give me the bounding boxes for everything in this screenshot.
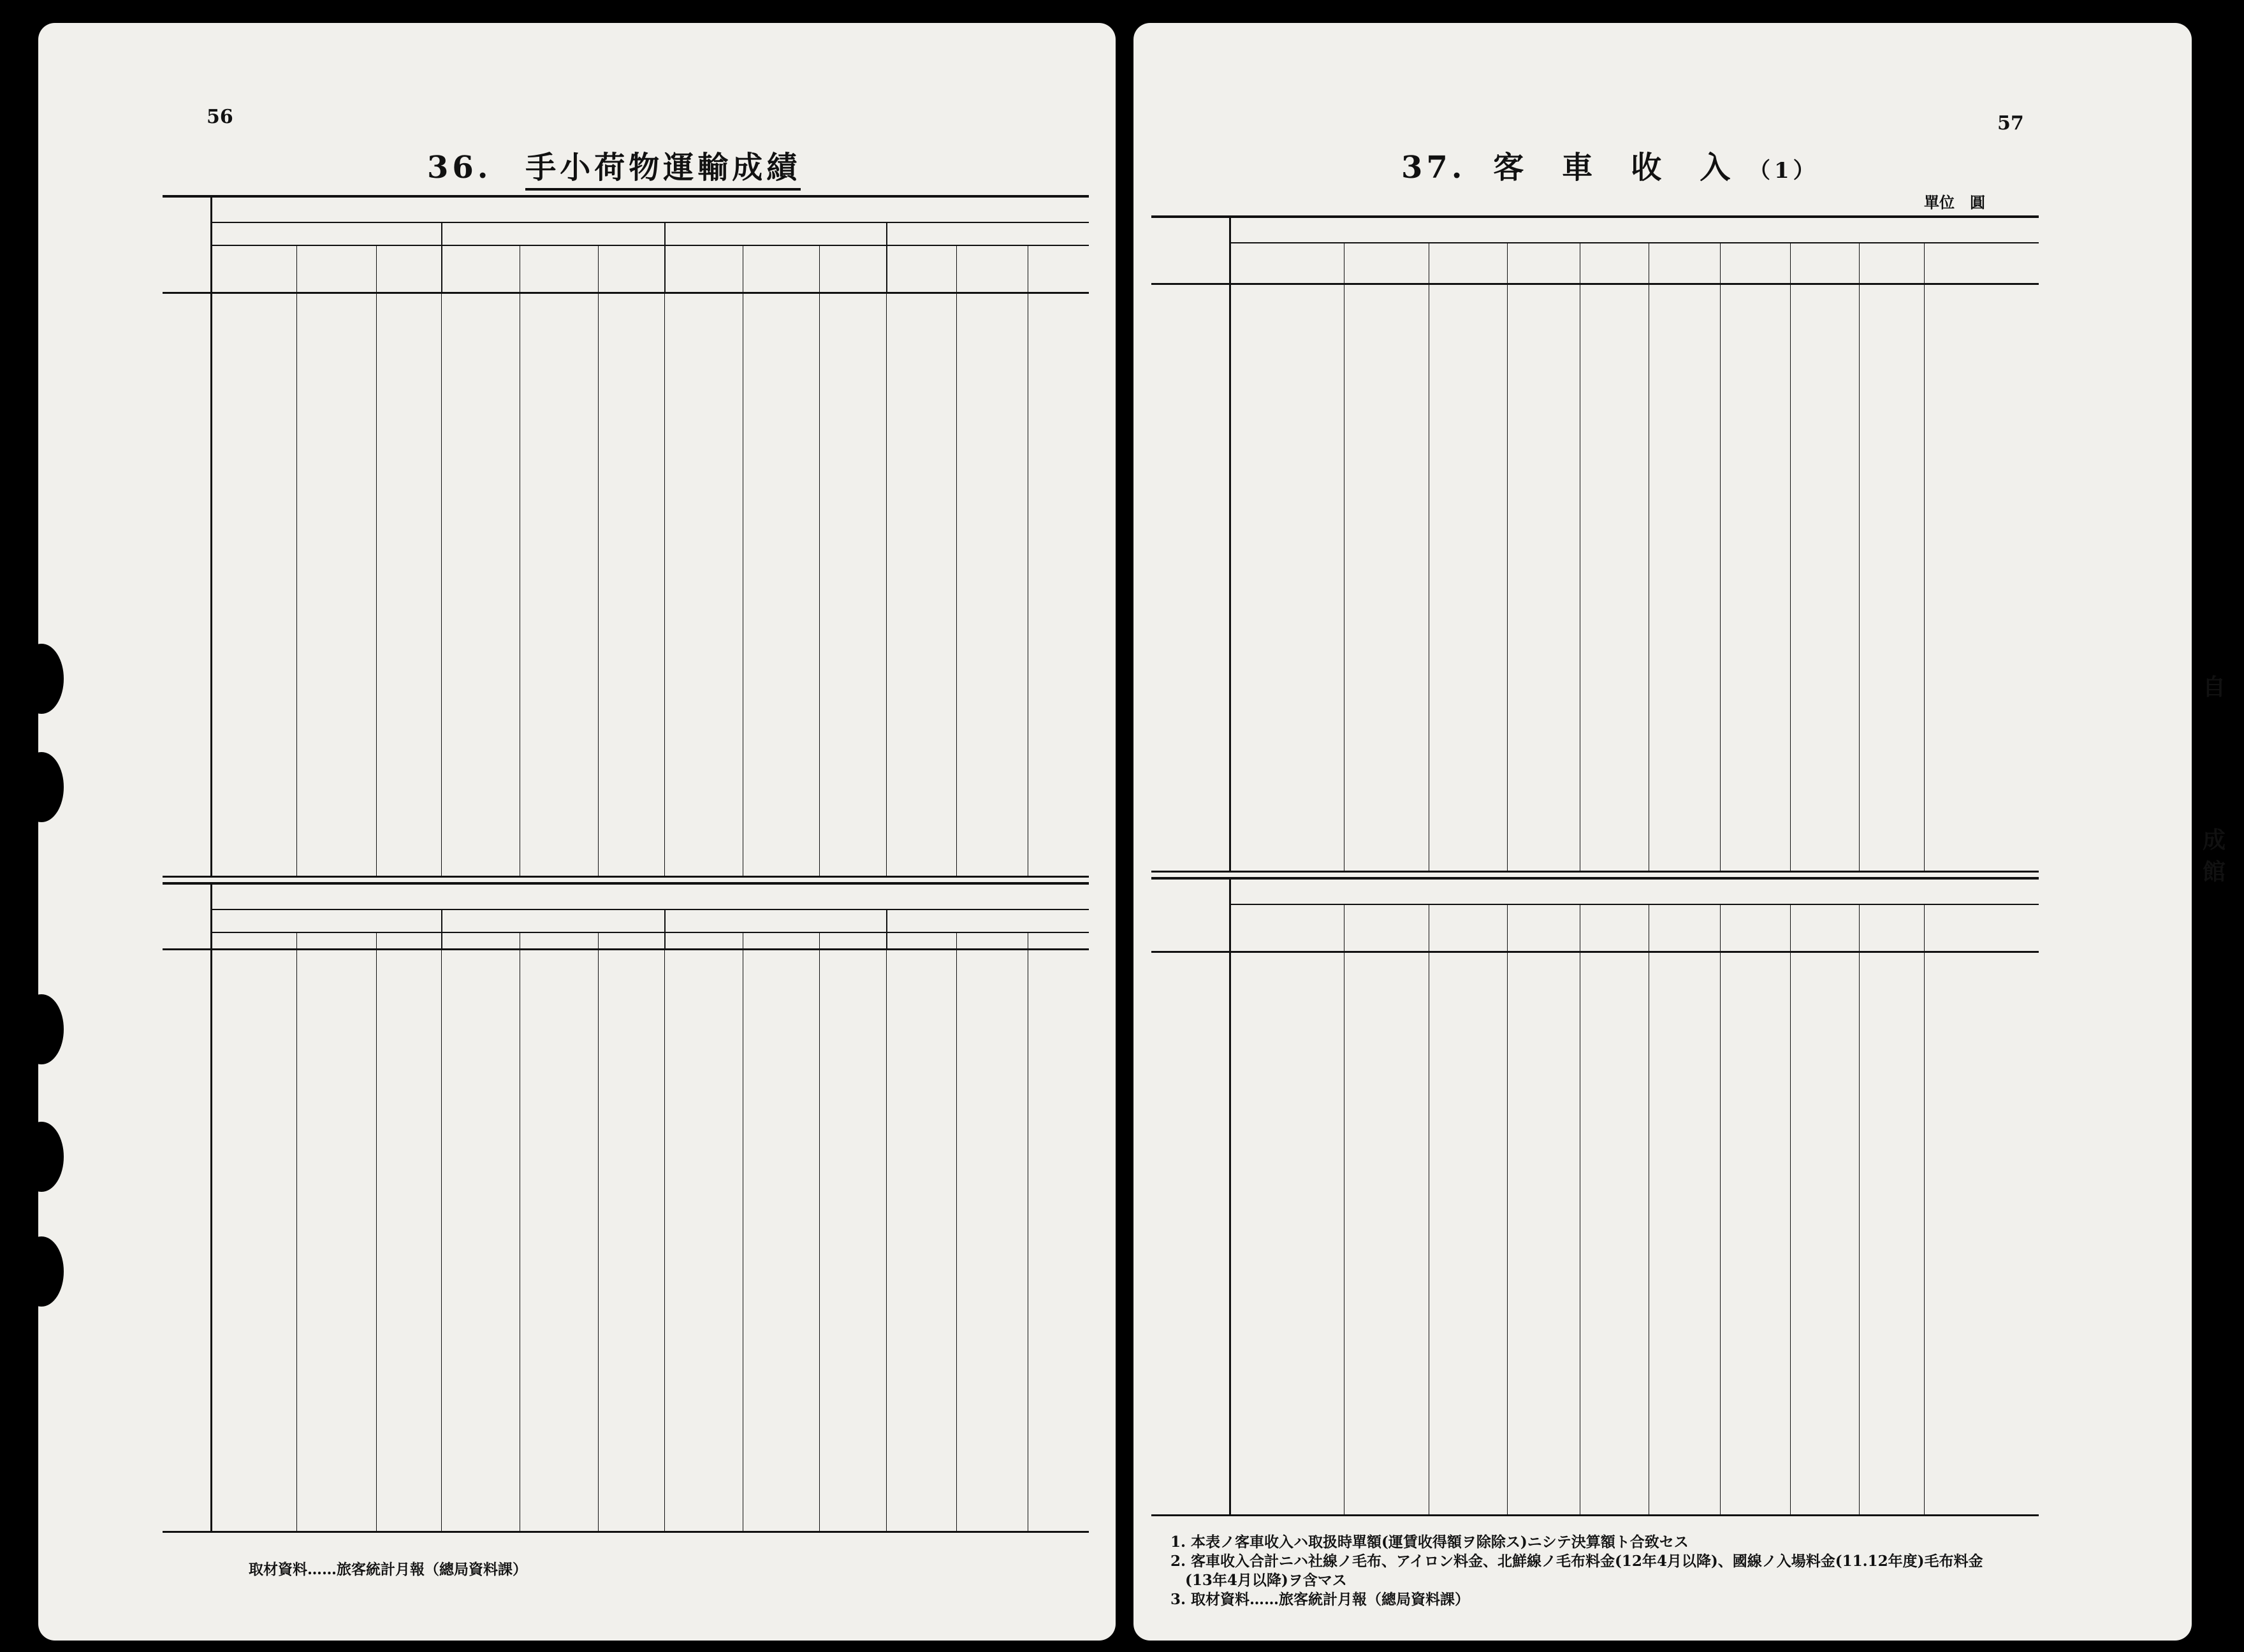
table-rule — [1151, 951, 2039, 953]
table-rule — [956, 933, 957, 1531]
table-rule — [163, 1531, 1089, 1533]
table-rule — [163, 948, 1089, 950]
title-number: 37. — [1401, 150, 1466, 185]
table-rule — [886, 933, 887, 1531]
table-rule — [296, 246, 297, 876]
table-rule — [210, 222, 1089, 223]
title-text: 手小荷物運輸成績 — [525, 150, 801, 191]
table-rule — [1229, 215, 1231, 871]
table-rule — [1859, 243, 1860, 871]
table-rule — [1720, 243, 1721, 871]
footnote-1: 1. 本表ノ客車收入ハ取扱時單額(運賃收得額ヲ除除ス)ニシテ決算額ト合致セス — [1170, 1533, 1689, 1551]
table-rule — [210, 195, 212, 876]
table-rule — [441, 246, 442, 876]
footnote-2: 2. 客車收入合計ニハ社線ノ毛布、アイロン料金、北鮮線ノ毛布料金(12年4月以降)、國線ノ入場料金(11.12年度)毛布料金 — [1170, 1553, 1983, 1570]
left-page — [38, 23, 1116, 1641]
table-rule — [956, 246, 957, 876]
page-number: 56 — [207, 106, 233, 128]
table-title — [427, 143, 801, 187]
table-title — [1401, 143, 1819, 187]
table-rule — [210, 882, 212, 1531]
table-rule — [1507, 243, 1508, 871]
table-rule — [1859, 905, 1860, 1514]
table-rule — [664, 246, 665, 876]
table-rule — [886, 246, 887, 876]
table-rule — [210, 909, 1089, 910]
table-rule — [1151, 871, 2039, 873]
source-note: 取材資料……旅客統計月報（總局資料課） — [249, 1561, 527, 1578]
binding-hole — [19, 994, 64, 1064]
table-rule — [376, 933, 377, 1531]
table-rule — [819, 933, 820, 1531]
binding-hole — [19, 752, 64, 822]
table-rule — [163, 195, 1089, 198]
binding-hole — [19, 1236, 64, 1307]
side-stamp-char: 自 — [2203, 674, 2226, 700]
side-stamp-char: 館 — [2203, 859, 2226, 885]
binding-hole — [19, 1122, 64, 1192]
table-rule — [296, 933, 297, 1531]
table-rule — [1924, 243, 1925, 871]
table-rule — [1151, 877, 2039, 880]
unit-label: 單位 圓 — [1924, 193, 1985, 212]
table-rule — [664, 933, 665, 1531]
title-number: 36. — [427, 150, 492, 185]
table-rule — [819, 246, 820, 876]
table-rule — [1790, 243, 1791, 871]
table-rule — [163, 292, 1089, 294]
right-page — [1133, 23, 2192, 1641]
table-rule — [1229, 877, 1231, 1514]
table-rule — [598, 246, 599, 876]
table-rule — [376, 246, 377, 876]
table-rule — [1720, 905, 1721, 1514]
table-rule — [163, 882, 1089, 885]
table-rule — [1229, 242, 2039, 243]
table-rule — [441, 933, 442, 1531]
table-rule — [163, 876, 1089, 878]
table-rule — [1924, 905, 1925, 1514]
footnote-2-cont: (13年4月以降)ヲ含マス — [1170, 1572, 1347, 1589]
table-rule — [1151, 283, 2039, 285]
table-rule — [1790, 905, 1791, 1514]
footnote-3: 3. 取材資料……旅客統計月報（總局資料課） — [1170, 1591, 1470, 1608]
table-rule — [1151, 215, 2039, 218]
title-text: 客 車 收 入 — [1493, 150, 1735, 185]
table-rule — [598, 933, 599, 1531]
table-rule — [210, 245, 1089, 246]
table-rule — [210, 932, 1089, 933]
title-subnumber: （1） — [1748, 158, 1819, 184]
table-rule — [1507, 905, 1508, 1514]
table-rule — [1151, 1514, 2039, 1516]
side-stamp-char: 成 — [2203, 827, 2226, 853]
binding-hole — [19, 644, 64, 714]
page-number: 57 — [1997, 112, 2024, 134]
table-rule — [1229, 904, 2039, 905]
